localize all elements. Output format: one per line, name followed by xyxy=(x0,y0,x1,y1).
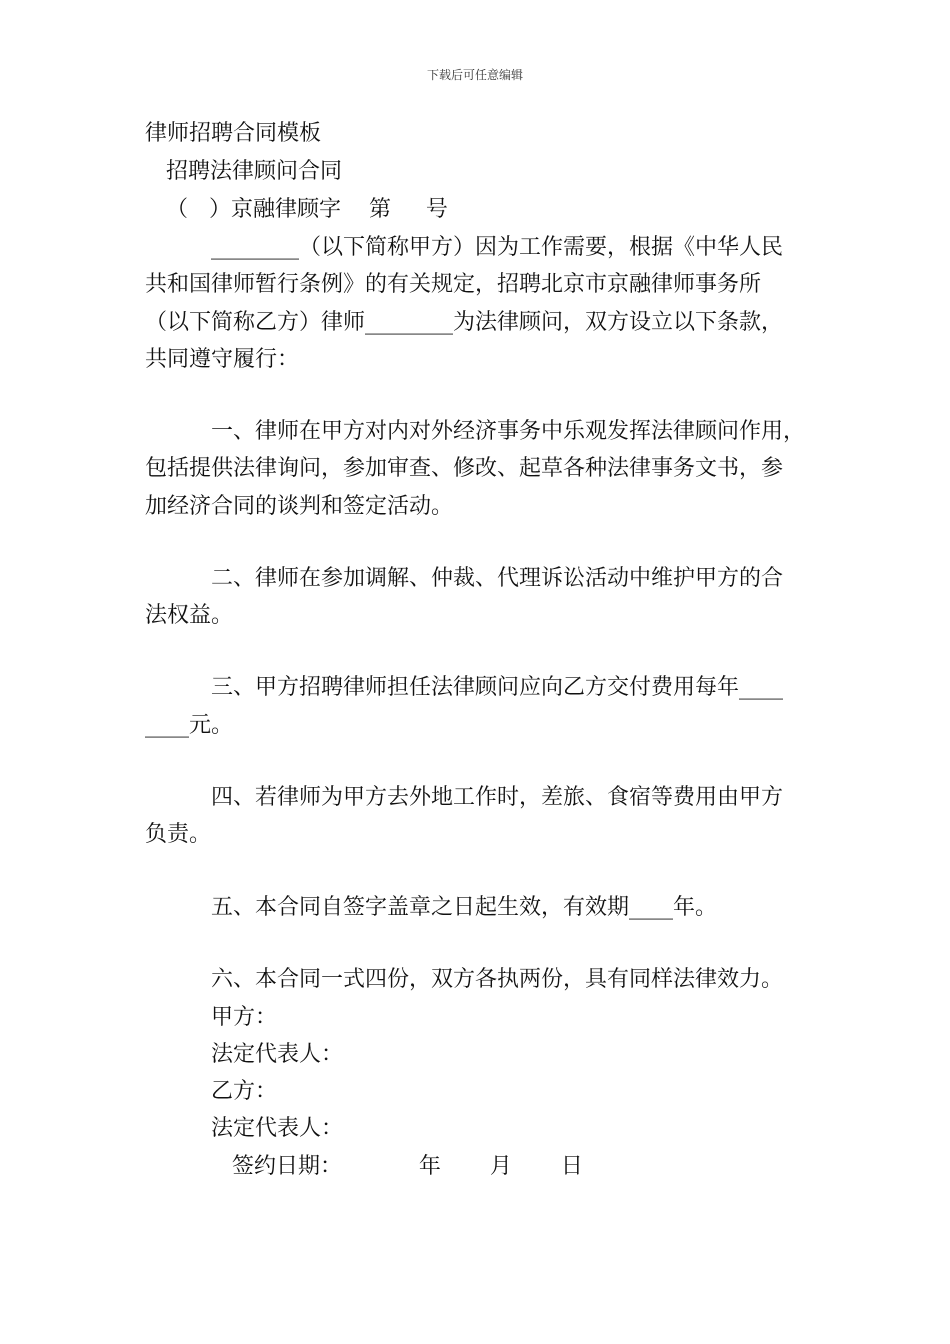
party-a-label: 甲方： xyxy=(211,1005,278,1030)
clause-3-line: ____元。 xyxy=(145,713,234,738)
intro-line: 共和国律师暂行条例》的有关规定，招聘北京市京融律师事务所 xyxy=(145,272,762,297)
intro-line: ________（以下简称甲方）因为工作需要，根据《中华人民 xyxy=(211,235,784,260)
document-number: （ ）京融律顾字 第 号 xyxy=(166,197,448,222)
clause-5-line: 五、本合同自签字盖章之日起生效，有效期____年。 xyxy=(211,895,718,920)
clause-1-line: 包括提供法律询问，参加审查、修改、起草各种法律事务文书，参 xyxy=(145,456,784,481)
clause-3-line: 三、甲方招聘律师担任法律顾问应向乙方交付费用每年____ xyxy=(211,675,784,700)
party-b-label: 乙方： xyxy=(211,1079,278,1104)
clause-2-line: 二、律师在参加调解、仲裁、代理诉讼活动中维护甲方的合 xyxy=(211,566,784,591)
signing-date-label: 签约日期： 年 月 日 xyxy=(232,1154,583,1179)
clause-2-line: 法权益。 xyxy=(145,603,234,628)
intro-line: （以下简称乙方）律师________为法律顾问，双方设立以下条款， xyxy=(145,310,784,335)
clause-1-line: 加经济合同的谈判和签定活动。 xyxy=(145,494,454,519)
document-subtitle: 招聘法律顾问合同 xyxy=(166,159,343,184)
clause-6-line: 六、本合同一式四份，双方各执两份，具有同样法律效力。 xyxy=(211,967,784,992)
clause-1-line: 一、律师在甲方对内对外经济事务中乐观发挥法律顾问作用， xyxy=(211,419,806,444)
document-title: 律师招聘合同模板 xyxy=(145,121,322,146)
clause-4-line: 四、若律师为甲方去外地工作时，差旅、食宿等费用由甲方 xyxy=(211,785,784,810)
header-note: 下载后可任意编辑 xyxy=(426,68,523,82)
party-a-representative-label: 法定代表人： xyxy=(211,1042,344,1067)
intro-line: 共同遵守履行： xyxy=(145,347,300,372)
party-b-representative-label: 法定代表人： xyxy=(211,1116,344,1141)
clause-4-line: 负责。 xyxy=(145,822,212,847)
